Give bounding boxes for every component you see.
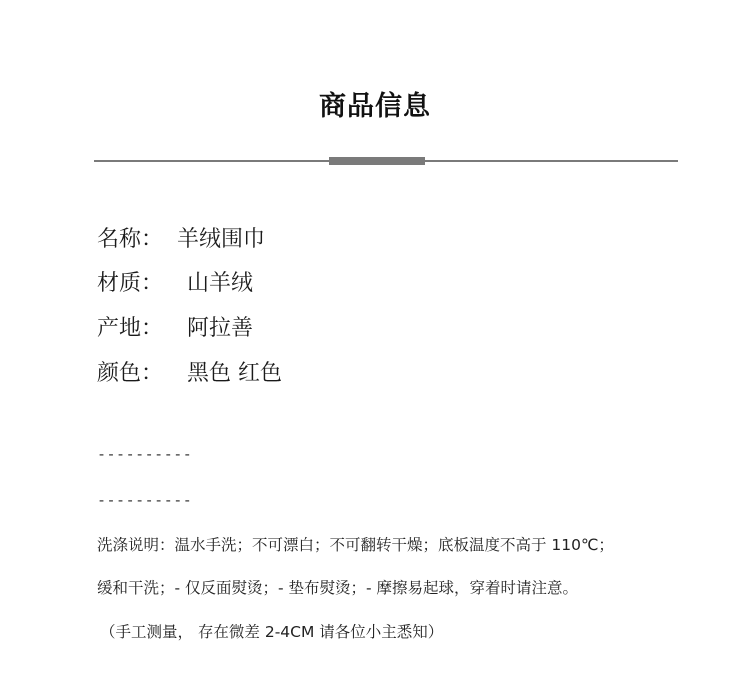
info-label-name: 名称： bbox=[97, 227, 164, 252]
dash-separator-2: ---------- bbox=[97, 491, 193, 509]
title-divider-accent bbox=[329, 157, 425, 165]
info-row-material bbox=[97, 266, 253, 297]
page-title: 商品信息 bbox=[319, 91, 431, 122]
care-instructions-line-2: 缓和干洗；- 仅反面熨烫；- 垫布熨烫；- 摩擦易起球，穿着时请注意。 bbox=[97, 579, 579, 597]
info-value-material: 山羊绒 bbox=[187, 271, 254, 296]
info-label-material: 材质： bbox=[97, 271, 164, 296]
measurement-note: （手工测量， 存在微差 2-4CM 请各位小主悉知） bbox=[100, 623, 444, 641]
info-row-color bbox=[97, 356, 282, 387]
dash-separator-1: ---------- bbox=[97, 445, 193, 463]
info-value-name: 羊绒围巾 bbox=[177, 227, 266, 252]
info-value-color: 黑色 红色 bbox=[187, 361, 283, 386]
info-value-origin: 阿拉善 bbox=[187, 316, 254, 341]
info-label-color: 颜色： bbox=[97, 361, 164, 386]
info-row-origin bbox=[97, 311, 253, 342]
info-row-name bbox=[97, 222, 265, 253]
info-label-origin: 产地： bbox=[97, 316, 164, 341]
care-instructions-line-1: 洗涤说明：温水手洗；不可漂白；不可翻转干燥；底板温度不高于 110℃； bbox=[97, 536, 614, 554]
